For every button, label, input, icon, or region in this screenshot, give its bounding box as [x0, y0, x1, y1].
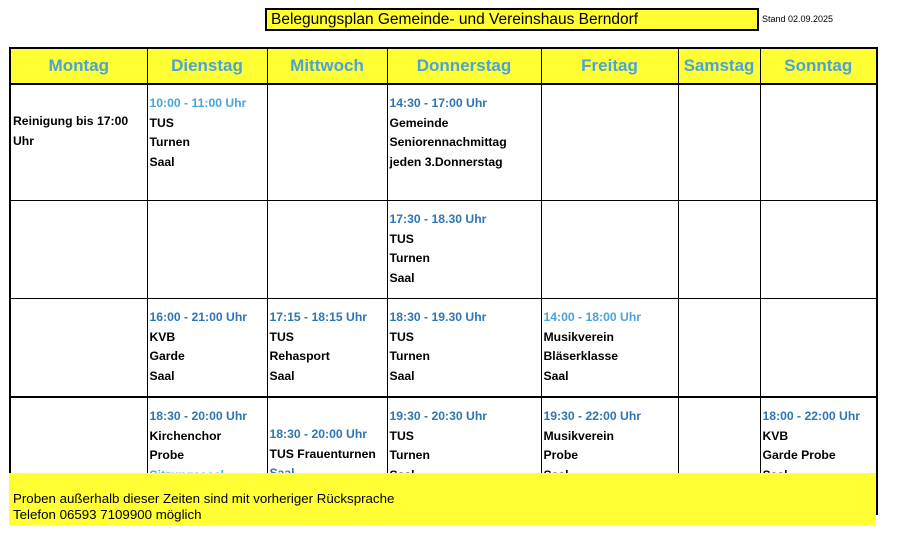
time-slot: 17:15 - 18:15 Uhr: [269, 310, 368, 324]
schedule-cell: [147, 299, 267, 398]
schedule-cell: [267, 84, 387, 201]
day-header-montag: Montag: [10, 48, 147, 84]
time-slot: 18:30 - 19.30 Uhr: [389, 310, 487, 324]
day-header-donnerstag: Donnerstag: [387, 48, 541, 84]
activity: Turnen: [389, 251, 430, 265]
day-header-dienstag: Dienstag: [147, 48, 267, 84]
stand-date: Stand 02.09.2025: [762, 14, 834, 24]
activity: Turnen: [149, 135, 190, 149]
day-header-row: [10, 48, 877, 84]
room: Saal: [389, 368, 415, 383]
schedule-cell: [541, 299, 678, 398]
schedule-cell: [541, 84, 678, 201]
schedule-cell: [267, 299, 387, 398]
group-name: KVB: [762, 428, 789, 443]
room: Saal: [269, 368, 295, 383]
group-name: KVB: [149, 329, 176, 344]
time-slot: 19:30 - 20:30 Uhr: [389, 409, 488, 423]
schedule-cell: [541, 201, 678, 299]
activity: Probe: [149, 448, 185, 462]
activity: Rehasport: [269, 349, 330, 363]
schedule-cell: [678, 201, 760, 299]
time-slot: 14:00 - 18:00 Uhr: [543, 310, 642, 324]
schedule-cell: [760, 84, 877, 201]
activity: Garde: [149, 349, 185, 363]
time-slot: 17:30 - 18.30 Uhr: [389, 212, 487, 226]
group-name: TUS Frauenturnen: [269, 446, 376, 461]
room: Saal: [149, 368, 175, 383]
schedule-row: [10, 299, 877, 398]
group-name: TUS: [389, 329, 414, 344]
group-name: Musikverein: [543, 428, 614, 443]
activity: Bläserklasse: [543, 349, 619, 363]
schedule-cell: [760, 201, 877, 299]
group-name: TUS: [149, 115, 174, 130]
footer-line-2: Telefon 06593 7109900 möglich: [13, 506, 202, 522]
room: Saal: [389, 270, 415, 285]
schedule-cell: [10, 201, 147, 299]
schedule-cell: [760, 299, 877, 398]
group-name: Musikverein: [543, 329, 614, 344]
group-name: Kirchenchor: [149, 428, 222, 443]
time-slot: 19:30 - 22:00 Uhr: [543, 409, 642, 423]
cell-text: Reinigung bis 17:00: [13, 114, 129, 128]
room: Saal: [149, 154, 175, 169]
activity: Seniorennachmittag: [389, 135, 507, 149]
group-name: Gemeinde: [389, 115, 449, 130]
day-header-freitag: Freitag: [541, 48, 678, 84]
schedule-cell: [147, 201, 267, 299]
activity: Garde Probe: [762, 448, 836, 462]
note: jeden 3.Donnerstag: [389, 154, 503, 169]
schedule-cell: [678, 84, 760, 201]
schedule-row: [10, 84, 877, 201]
cell-text: Uhr: [13, 133, 34, 148]
time-slot: 16:00 - 21:00 Uhr: [149, 310, 248, 324]
schedule-cell: [387, 84, 541, 201]
schedule-cell: [387, 299, 541, 398]
schedule-cell: [267, 201, 387, 299]
schedule-cell: [10, 84, 147, 201]
time-slot: 10:00 - 11:00 Uhr: [149, 96, 247, 110]
activity: Turnen: [389, 349, 430, 363]
time-slot: 18:00 - 22:00 Uhr: [762, 409, 861, 423]
time-slot: 18:30 - 20:00 Uhr: [149, 409, 248, 423]
time-slot: 14:30 - 17:00 Uhr: [389, 96, 488, 110]
schedule-table: [9, 47, 878, 515]
group-name: TUS: [269, 329, 294, 344]
day-header-sonntag: Sonntag: [760, 48, 877, 84]
room: Saal: [543, 368, 569, 383]
schedule-cell: [387, 201, 541, 299]
page-title: Belegungsplan Gemeinde- und Vereinshaus Berndorf: [265, 8, 759, 31]
day-header-samstag: Samstag: [678, 48, 760, 84]
schedule-cell: [678, 299, 760, 398]
footer-note: [9, 473, 876, 525]
group-name: TUS: [389, 428, 414, 443]
activity: Turnen: [389, 448, 430, 462]
group-name: TUS: [389, 231, 414, 246]
activity: Probe: [543, 448, 579, 462]
footer-line-1: Proben außerhalb dieser Zeiten sind mit vorheriger Rücksprache: [13, 491, 395, 506]
schedule-cell: [10, 299, 147, 398]
time-slot: 18:30 - 20:00 Uhr: [269, 427, 368, 441]
schedule-row: [10, 201, 877, 299]
day-header-mittwoch: Mittwoch: [267, 48, 387, 84]
schedule-cell: [147, 84, 267, 201]
